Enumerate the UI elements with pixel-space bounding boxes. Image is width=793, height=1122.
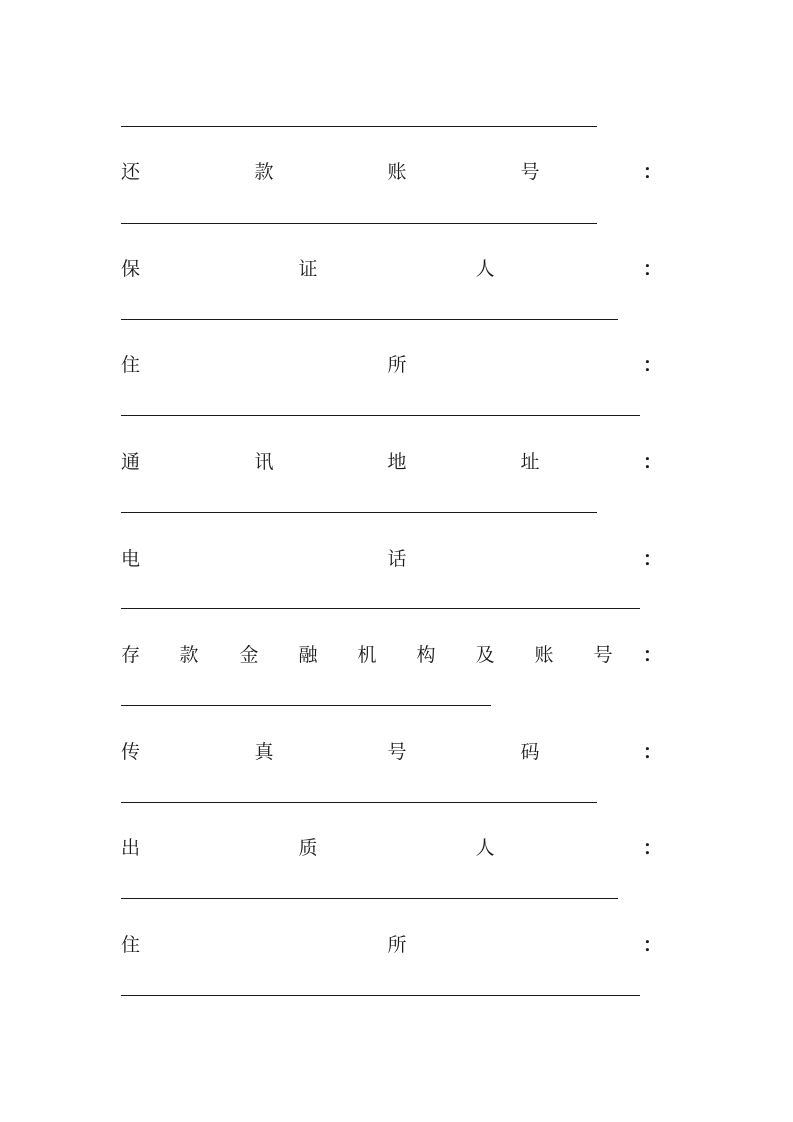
label-char: 款 <box>179 644 199 666</box>
label-char: 所 <box>387 354 407 376</box>
label-char: 金 <box>239 644 259 666</box>
label-char: 号 <box>520 161 540 183</box>
label-char: 人 <box>475 837 495 859</box>
label-char: 质 <box>298 837 318 859</box>
blank-line <box>121 319 618 320</box>
blank-line <box>121 608 640 609</box>
label-char: 出 <box>121 837 141 859</box>
label-char: 通 <box>121 451 141 473</box>
label-colon: ： <box>642 837 662 859</box>
label-char: 住 <box>121 934 141 956</box>
label-char: 讯 <box>254 451 274 473</box>
blank-line <box>121 512 597 513</box>
field-deposit-institution-account <box>121 641 662 669</box>
label-colon: ： <box>642 741 662 763</box>
label-char: 款 <box>254 161 274 183</box>
label-char: 构 <box>416 644 436 666</box>
label-char: 址 <box>520 451 540 473</box>
label-char: 还 <box>121 161 141 183</box>
label-char: 码 <box>520 741 540 763</box>
label-colon: ： <box>642 451 662 473</box>
field-pledgor <box>121 834 662 862</box>
label-colon: ： <box>642 354 662 376</box>
label-char: 证 <box>298 258 318 280</box>
label-char: 传 <box>121 741 141 763</box>
label-char: 电 <box>121 548 141 570</box>
blank-line <box>121 223 597 224</box>
label-char: 人 <box>475 258 495 280</box>
blank-line <box>121 126 597 127</box>
label-char: 真 <box>254 741 274 763</box>
label-char: 所 <box>387 934 407 956</box>
label-colon: ： <box>642 548 662 570</box>
label-char: 账 <box>534 644 554 666</box>
blank-line <box>121 898 618 899</box>
field-repayment-account <box>121 158 662 186</box>
field-telephone <box>121 545 662 573</box>
field-fax-number <box>121 738 662 766</box>
label-colon: ： <box>642 161 662 183</box>
label-colon: ： <box>642 934 662 956</box>
field-guarantor-address <box>121 351 662 379</box>
field-guarantor <box>121 255 662 283</box>
label-char: 机 <box>357 644 377 666</box>
label-char: 号 <box>593 644 613 666</box>
label-char: 话 <box>387 548 407 570</box>
blank-line <box>121 802 597 803</box>
label-char: 及 <box>475 644 495 666</box>
label-char: 存 <box>121 644 141 666</box>
label-char: 保 <box>121 258 141 280</box>
blank-line <box>121 705 491 706</box>
label-char: 号 <box>387 741 407 763</box>
label-char: 融 <box>298 644 318 666</box>
label-char: 账 <box>387 161 407 183</box>
label-colon: ： <box>642 258 662 280</box>
label-char: 地 <box>387 451 407 473</box>
label-char: 住 <box>121 354 141 376</box>
blank-line <box>121 995 640 996</box>
label-colon: ： <box>642 644 662 666</box>
field-mailing-address <box>121 448 662 476</box>
field-pledgor-address <box>121 931 662 959</box>
blank-line <box>121 415 640 416</box>
